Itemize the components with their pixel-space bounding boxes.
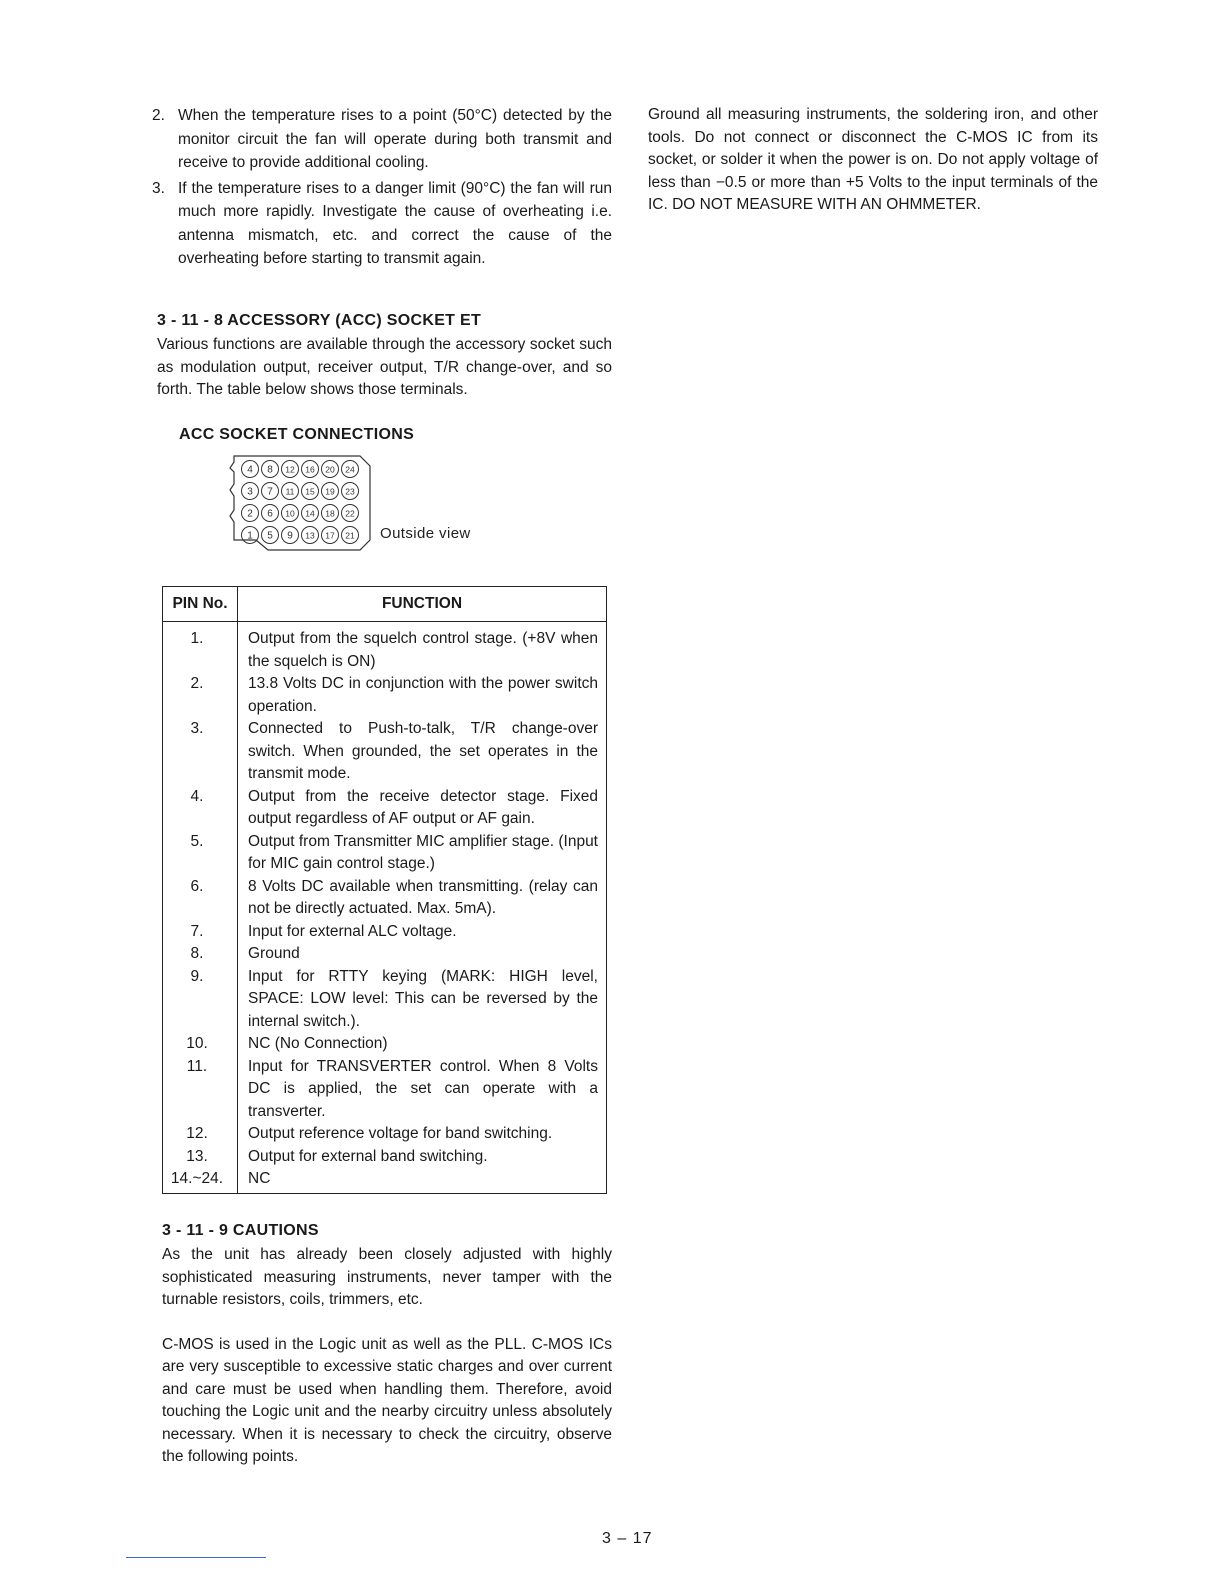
- function-cell: Output from Transmitter MIC amplifier stage. (Input for MIC gain control stage.): [238, 831, 607, 876]
- pin-function-table: [162, 586, 607, 1194]
- pin-number-cell: 13.: [163, 1146, 238, 1169]
- section-heading: 3 - 11 - 9 CAUTIONS: [162, 1222, 319, 1239]
- pin-number-cell: 2.: [163, 673, 238, 718]
- socket-pin-label: 5: [267, 530, 273, 542]
- socket-pin: [342, 505, 359, 522]
- socket-pin: [322, 527, 339, 544]
- cmos-handling-notes: [648, 104, 1098, 217]
- list-item-number: 3.: [152, 179, 165, 197]
- socket-pin: [302, 527, 319, 544]
- page-number: 3 – 17: [602, 1530, 653, 1547]
- table-row: [163, 1146, 607, 1169]
- table-row: [163, 1168, 607, 1193]
- socket-outline-graphic: [228, 452, 378, 554]
- temperature-notes: [152, 104, 612, 273]
- socket-pin: [302, 505, 319, 522]
- function-cell: Output for external band switching.: [238, 1146, 607, 1169]
- function-cell: Input for RTTY keying (MARK: HIGH level, SPACE: LOW level: This can be reversed by the internal switch.).: [238, 966, 607, 1034]
- socket-pin: [302, 461, 319, 478]
- function-cell: Output reference voltage for band switching.: [238, 1123, 607, 1146]
- socket-pin: [262, 461, 279, 478]
- socket-pin-label: 6: [267, 508, 273, 520]
- socket-pin-label: 24: [345, 464, 355, 475]
- socket-pin-label: 20: [325, 464, 335, 475]
- socket-pin: [242, 505, 259, 522]
- table-row: [163, 1056, 607, 1124]
- socket-pin-label: 16: [305, 464, 315, 475]
- table-row: [163, 622, 607, 674]
- socket-pin-label: 2: [247, 508, 253, 520]
- pin-number-cell: 1.: [163, 622, 238, 674]
- socket-pin: [262, 527, 279, 544]
- acc-socket-title: ACC SOCKET CONNECTIONS: [179, 426, 415, 443]
- list-item-text: If the temperature rises to a danger limit (90°C) the fan will run much more rapidly. Investigate the cause of overheating i.e. antenna mismatch, etc. and correct the cause of the overheating before starting to transmit again.: [178, 179, 612, 267]
- section-paragraph: Various functions are available through the accessory socket such as modulation output, receiver output, T/R change-over, and so forth. The table below shows those terminals.: [157, 336, 612, 398]
- cautions-paragraph-2: C-MOS is used in the Logic unit as well as the PLL. C-MOS ICs are very susceptible to excessive static charges and over current and care must be used when handling them. Therefore, avoid touching the Logic unit and the nearby circuitry unless absolutely necessary. When it is necessary to check the circuitry, observe the following points.: [162, 1335, 612, 1465]
- socket-pin: [262, 483, 279, 500]
- socket-pin-label: 1: [247, 530, 253, 542]
- accessory-socket-section: [157, 310, 612, 402]
- socket-pin: [242, 483, 259, 500]
- socket-pin-label: 17: [325, 530, 335, 541]
- table-row: [163, 831, 607, 876]
- socket-pin-label: 10: [285, 508, 295, 519]
- pin-number-cell: 9.: [163, 966, 238, 1034]
- socket-pin-label: 3: [247, 486, 253, 498]
- table-row: [163, 718, 607, 786]
- function-cell: Output from the squelch control stage. (+8V when the squelch is ON): [238, 622, 607, 674]
- pin-number-cell: 10.: [163, 1033, 238, 1056]
- pin-number-cell: 5.: [163, 831, 238, 876]
- function-cell: Input for TRANSVERTER control. When 8 Volts DC is applied, the set can operate with a transverter.: [238, 1056, 607, 1124]
- numbered-list: [152, 104, 612, 271]
- function-cell: 13.8 Volts DC in conjunction with the power switch operation.: [238, 673, 607, 718]
- cautions-paragraph-1: As the unit has already been closely adjusted with highly sophisticated measuring instruments, never tamper with the turnable resistors, coils, trimmers, etc.: [162, 1246, 612, 1308]
- socket-pin: [322, 461, 339, 478]
- table-row: [163, 673, 607, 718]
- table-row: [163, 786, 607, 831]
- socket-pin-label: 9: [287, 530, 293, 542]
- socket-pin: [262, 505, 279, 522]
- pin-number-cell: 12.: [163, 1123, 238, 1146]
- socket-pin-label: 15: [305, 486, 315, 497]
- socket-pin-label: 22: [345, 508, 355, 519]
- socket-pin-label: 18: [325, 508, 335, 519]
- section-heading: 3 - 11 - 8 ACCESSORY (ACC) SOCKET ET: [157, 312, 482, 329]
- list-item-number: 2.: [152, 107, 165, 124]
- list-item: [152, 104, 612, 175]
- socket-pin: [242, 461, 259, 478]
- function-cell: Input for external ALC voltage.: [238, 921, 607, 944]
- socket-pin: [282, 505, 299, 522]
- socket-pin: [342, 483, 359, 500]
- function-cell: NC: [238, 1168, 607, 1193]
- pin-number-cell: 6.: [163, 876, 238, 921]
- socket-pin-label: 4: [247, 464, 253, 476]
- function-cell: 8 Volts DC available when transmitting. (relay can not be directly actuated. Max. 5mA).: [238, 876, 607, 921]
- pin-number-cell: 11.: [163, 1056, 238, 1124]
- pin-number-cell: 14.~24.: [163, 1168, 238, 1193]
- table-row: [163, 1033, 607, 1056]
- cautions-section: [162, 1220, 612, 1469]
- socket-pin-label: 7: [267, 486, 273, 498]
- function-cell: Output from the receive detector stage. Fixed output regardless of AF output or AF gain.: [238, 786, 607, 831]
- socket-pin-label: 8: [267, 464, 273, 476]
- socket-pin: [322, 483, 339, 500]
- socket-pin: [282, 461, 299, 478]
- function-cell: NC (No Connection): [238, 1033, 607, 1056]
- pin-number-cell: 3.: [163, 718, 238, 786]
- socket-pin: [282, 527, 299, 544]
- pin-number-cell: 8.: [163, 943, 238, 966]
- table-row: [163, 921, 607, 944]
- list-item-text: When the temperature rises to a point (50°C) detected by the monitor circuit the fan will operate during both transmit and receive to provide additional cooling.: [178, 107, 612, 171]
- socket-pin: [302, 483, 319, 500]
- pin-table-body: [163, 622, 607, 1194]
- socket-pins: [242, 461, 359, 544]
- socket-pin-label: 13: [305, 530, 315, 541]
- socket-pin-label: 14: [305, 508, 315, 519]
- pin-number-header: PIN No.: [163, 587, 238, 622]
- table-row: [163, 1123, 607, 1146]
- pin-number-cell: 4.: [163, 786, 238, 831]
- table-row: [163, 943, 607, 966]
- socket-pin: [282, 483, 299, 500]
- cmos-handling-paragraph: Ground all measuring instruments, the soldering iron, and other tools. Do not connect or disconnect the C-MOS IC from its socket, or solder it when the power is on. Do not apply voltage of less than −0.5 or more than +5 Volts to the input terminals of the IC. DO NOT MEASURE WITH AN OHMMETER.: [648, 106, 1098, 213]
- socket-pin: [342, 527, 359, 544]
- socket-pin-label: 11: [285, 486, 295, 497]
- socket-pin: [242, 527, 259, 544]
- list-item: [152, 177, 612, 271]
- footer-rule: [126, 1557, 266, 1558]
- function-cell: Connected to Push-to-talk, T/R change-over switch. When grounded, the set operates in the transmit mode.: [238, 718, 607, 786]
- socket-pin: [342, 461, 359, 478]
- table-row: [163, 966, 607, 1034]
- function-cell: Ground: [238, 943, 607, 966]
- pin-number-cell: 7.: [163, 921, 238, 944]
- socket-pin-label: 12: [285, 464, 295, 475]
- socket-pin: [322, 505, 339, 522]
- socket-pin-label: 19: [325, 486, 335, 497]
- function-header: FUNCTION: [238, 587, 607, 622]
- table-row: [163, 876, 607, 921]
- outside-view-label: Outside view: [380, 525, 471, 542]
- socket-pin-label: 23: [345, 486, 355, 497]
- table-header-row: [163, 587, 607, 622]
- socket-pin-label: 21: [345, 530, 355, 541]
